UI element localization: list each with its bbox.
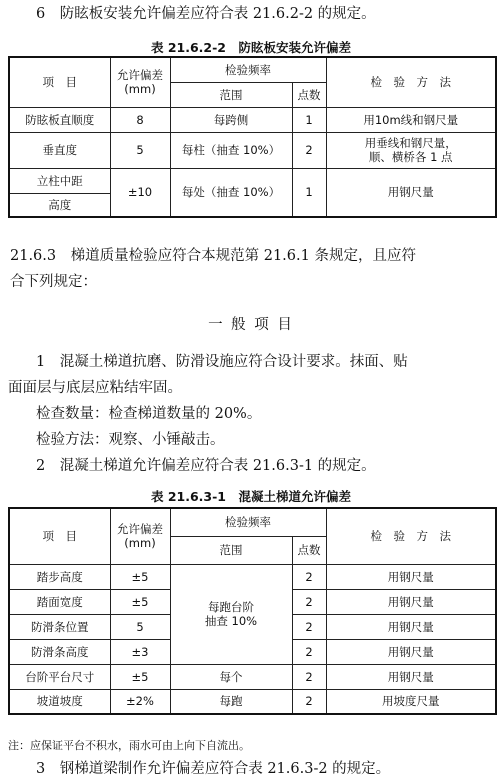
t1-cell-points: 1	[292, 107, 326, 132]
t2-cell-method: 用钢尺量	[326, 589, 496, 614]
t2-cell-method: 用钢尺量	[326, 614, 496, 639]
t2-cell-points: 2	[292, 689, 326, 714]
t1-header-freq: 检验频率	[170, 57, 326, 82]
t2-cell-points: 2	[292, 639, 326, 664]
t2-cell-method: 用钢尺量	[326, 564, 496, 589]
item1-check-method: 检验方法：观察、小锤敲击。	[36, 432, 225, 448]
t1-cell-item: 防眩板直顺度	[9, 107, 110, 132]
t1-header-points: 点数	[292, 82, 326, 107]
t1-cell-item: 立柱中距	[9, 168, 110, 193]
t1-cell-item: 高度	[9, 193, 110, 217]
t2-cell-method: 用钢尺量	[326, 639, 496, 664]
t2-cell-range: 每个	[170, 664, 292, 689]
t2-cell-points: 2	[292, 564, 326, 589]
t2-header-freq: 检验频率	[170, 508, 326, 536]
t2-cell-method: 用钢尺量	[326, 664, 496, 689]
t1-cell-tol: 5	[110, 132, 170, 168]
general-items-heading: 一 般 项 目	[208, 317, 294, 333]
item1-check-quantity: 检查数量：检查梯道数量的 20%。	[36, 406, 262, 422]
t2-cell-tol: ±2%	[110, 689, 170, 714]
t1-header-range: 范围	[170, 82, 292, 107]
t1-cell-method: 用钢尺量	[326, 168, 496, 217]
t1-cell-tol: ±10	[110, 168, 170, 217]
t1-cell-range: 每跨侧	[170, 107, 292, 132]
item1-line1: 1 混凝土梯道抗磨、防滑设施应符合设计要求。抹面、贴	[36, 354, 408, 370]
t2-cell-item: 坡道坡度	[9, 689, 110, 714]
t2-cell-tol: ±5	[110, 664, 170, 689]
t1-cell-method: 用垂线和钢尺量， 顺、横桥各 1 点	[326, 132, 496, 168]
t2-cell-method: 用坡度尺量	[326, 689, 496, 714]
t2-header-points: 点数	[292, 536, 326, 564]
item2-paragraph: 2 混凝土梯道允许偏差应符合表 21.6.3-1 的规定。	[36, 458, 376, 474]
t2-header-tol: 允许偏差 (mm)	[110, 508, 170, 564]
t1-cell-range: 每处（抽查 10%）	[170, 168, 292, 217]
t1-cell-points: 2	[292, 132, 326, 168]
t2-header-method: 检 验 方 法	[326, 508, 496, 564]
t1-cell-item: 垂直度	[9, 132, 110, 168]
t2-cell-item: 防滑条位置	[9, 614, 110, 639]
clause-21-6-3-line1: 21.6.3 梯道质量检验应符合本规范第 21.6.1 条规定，且应符	[10, 248, 416, 264]
t1-header-method: 检 验 方 法	[326, 57, 496, 107]
t2-cell-item: 防滑条高度	[9, 639, 110, 664]
t2-cell-points: 2	[292, 589, 326, 614]
table-note: 注：应保证平台不积水，雨水可由上向下自流出。	[8, 739, 250, 752]
t2-cell-item: 台阶平台尺寸	[9, 664, 110, 689]
table1-caption: 表 21.6.2-2 防眩板安装允许偏差	[150, 40, 352, 55]
sec6-paragraph: 6 防眩板安装允许偏差应符合表 21.6.2-2 的规定。	[36, 6, 376, 22]
t1-cell-points: 1	[292, 168, 326, 217]
item3-paragraph: 3 钢梯道梁制作允许偏差应符合表 21.6.3-2 的规定。	[36, 761, 391, 777]
item1-line2: 面面层与底层应粘结牢固。	[8, 380, 182, 396]
t2-cell-points: 2	[292, 664, 326, 689]
t1-cell-tol: 8	[110, 107, 170, 132]
t2-cell-item: 踏步高度	[9, 564, 110, 589]
t2-header-range: 范围	[170, 536, 292, 564]
t2-cell-tol: ±5	[110, 564, 170, 589]
t2-cell-range-merged: 每跑台阶 抽查 10%	[170, 564, 292, 664]
table-21-6-3-1	[8, 507, 497, 715]
t1-header-tol: 允许偏差 (mm)	[110, 57, 170, 107]
t2-header-item: 项 目	[9, 508, 110, 564]
t1-cell-method: 用10m线和钢尺量	[326, 107, 496, 132]
t1-cell-range: 每柱（抽查 10%）	[170, 132, 292, 168]
table2-caption: 表 21.6.3-1 混凝土梯道允许偏差	[150, 489, 352, 504]
clause-21-6-3-line2: 合下列规定：	[10, 274, 97, 290]
t2-cell-tol: ±5	[110, 589, 170, 614]
t2-cell-tol: 5	[110, 614, 170, 639]
t2-cell-range: 每跑	[170, 689, 292, 714]
table-21-6-2-2	[8, 56, 497, 218]
t2-cell-points: 2	[292, 614, 326, 639]
t2-cell-tol: ±3	[110, 639, 170, 664]
t2-cell-item: 踏面宽度	[9, 589, 110, 614]
t1-header-item: 项 目	[9, 57, 110, 107]
